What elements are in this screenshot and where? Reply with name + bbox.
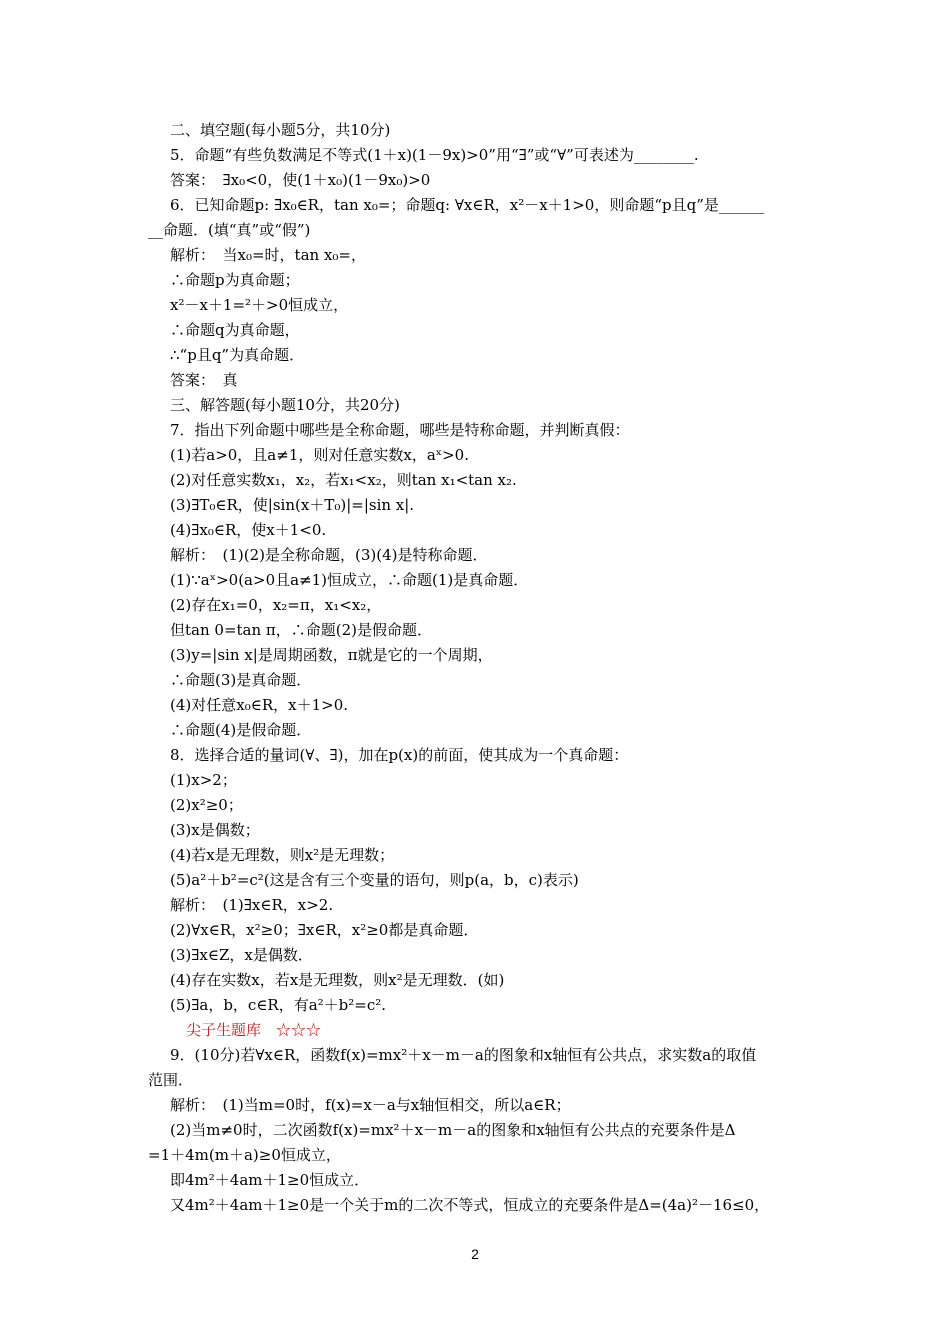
text-line: (5)∃a，b，c∈R，有a²＋b²=c². <box>170 996 387 1014</box>
text-line: ∴命题(3)是真命题． <box>170 671 312 689</box>
answer-5: 答案： ∃x₀<0，使(1＋x₀)(1－9x₀)>0 <box>170 171 431 189</box>
question-9: 9．(10分)若∀x∈R，函数f(x)=mx²＋x－m－a的图象和x轴恒有公共点，求实数a的取值 <box>170 1046 757 1064</box>
text-line: 但tan 0=tan π，∴命题(2)是假命题． <box>170 621 433 639</box>
question-6: 6．已知命题p: ∃x₀∈R，tan x₀=；命题q: ∀x∈R，x²－x＋1>0，则命题“p且q”是______ <box>170 196 764 214</box>
text-line: 又4m²＋4am＋1≥0是一个关于m的二次不等式，恒成立的充要条件是Δ=(4a)²－16≤0， <box>170 1196 770 1214</box>
section-heading-solutions: 三、解答题(每小题10分，共20分) <box>170 396 400 414</box>
text-line: (3)y=|sin x|是周期函数，π就是它的一个周期， <box>170 646 493 664</box>
text-line: (4)存在实数x，若x是无理数，则x²是无理数．(如) <box>170 971 505 989</box>
text-line: (2)x²≥0； <box>170 796 243 814</box>
text-line: (4)对任意x₀∈R，x＋1>0. <box>170 696 349 714</box>
text-line: (1)∵aˣ>0(a>0且a≠1)恒成立，∴命题(1)是真命题． <box>170 571 529 589</box>
text-line: ∴“p且q”为真命题． <box>170 346 305 364</box>
question-5: 5．命题“有些负数满足不等式(1＋x)(1－9x)>0”用“∃”或“∀”可表述为________. <box>170 146 699 164</box>
page-number: 2 <box>471 1246 479 1262</box>
text-line: ∴命题p为真命题； <box>170 271 300 289</box>
text-line: (2)存在x₁=0，x₂=π，x₁<x₂， <box>170 596 382 614</box>
analysis-7: 解析： (1)(2)是全称命题，(3)(4)是特称命题． <box>170 546 488 564</box>
analysis-9: 解析： (1)当m=0时，f(x)=x－a与x轴恒相交，所以a∈R； <box>170 1096 571 1114</box>
text-line: =1＋4m(m＋a)≥0恒成立， <box>148 1146 341 1164</box>
question-9-continued: 范围． <box>148 1071 194 1089</box>
question-8: 8．选择合适的量词(∀、∃)，加在p(x)的前面，使其成为一个真命题： <box>170 746 629 764</box>
question-6-continued: __命题．(填“真”或“假”) <box>148 221 311 239</box>
text-line: (3)∃x∈Z，x是偶数． <box>170 946 313 964</box>
text-line: (4)∃x₀∈R，使x＋1<0. <box>170 521 327 539</box>
text-line: (3)x是偶数； <box>170 821 260 839</box>
question-7: 7．指出下列命题中哪些是全称命题，哪些是特称命题，并判断真假： <box>170 421 630 439</box>
text-line: 即4m²＋4am＋1≥0恒成立． <box>170 1171 370 1189</box>
answer-6: 答案： 真 <box>170 371 238 389</box>
analysis-8: 解析： (1)∃x∈R，x>2. <box>170 896 334 914</box>
section-heading-top-students: 尖子生题库 ☆☆☆ <box>186 1021 322 1039</box>
text-line: (2)对任意实数x₁，x₂，若x₁<x₂，则tan x₁<tan x₂. <box>170 471 517 489</box>
text-line: ∴命题q为真命题， <box>170 321 300 339</box>
section-heading-fill-in: 二、填空题(每小题5分，共10分) <box>170 121 391 139</box>
text-line: (5)a²＋b²=c²(这是含有三个变量的语句，则p(a，b，c)表示) <box>170 871 579 889</box>
text-line: (2)当m≠0时，二次函数f(x)=mx²＋x－m－a的图象和x轴恒有公共点的充要条件是Δ <box>170 1121 736 1139</box>
text-line: (4)若x是无理数，则x²是无理数； <box>170 846 395 864</box>
text-line: x²－x＋1=²＋>0恒成立， <box>170 296 349 314</box>
text-line: (3)∃T₀∈R，使|sin(x＋T₀)|=|sin x|. <box>170 496 415 514</box>
text-line: (2)∀x∈R，x²≥0；∃x∈R，x²≥0都是真命题． <box>170 921 479 939</box>
analysis-6: 解析： 当x₀=时，tan x₀=， <box>170 246 366 264</box>
text-line: (1)x>2； <box>170 771 237 789</box>
text-line: (1)若a>0，且a≠1，则对任意实数x，aˣ>0. <box>170 446 469 464</box>
text-line: ∴命题(4)是假命题． <box>170 721 312 739</box>
